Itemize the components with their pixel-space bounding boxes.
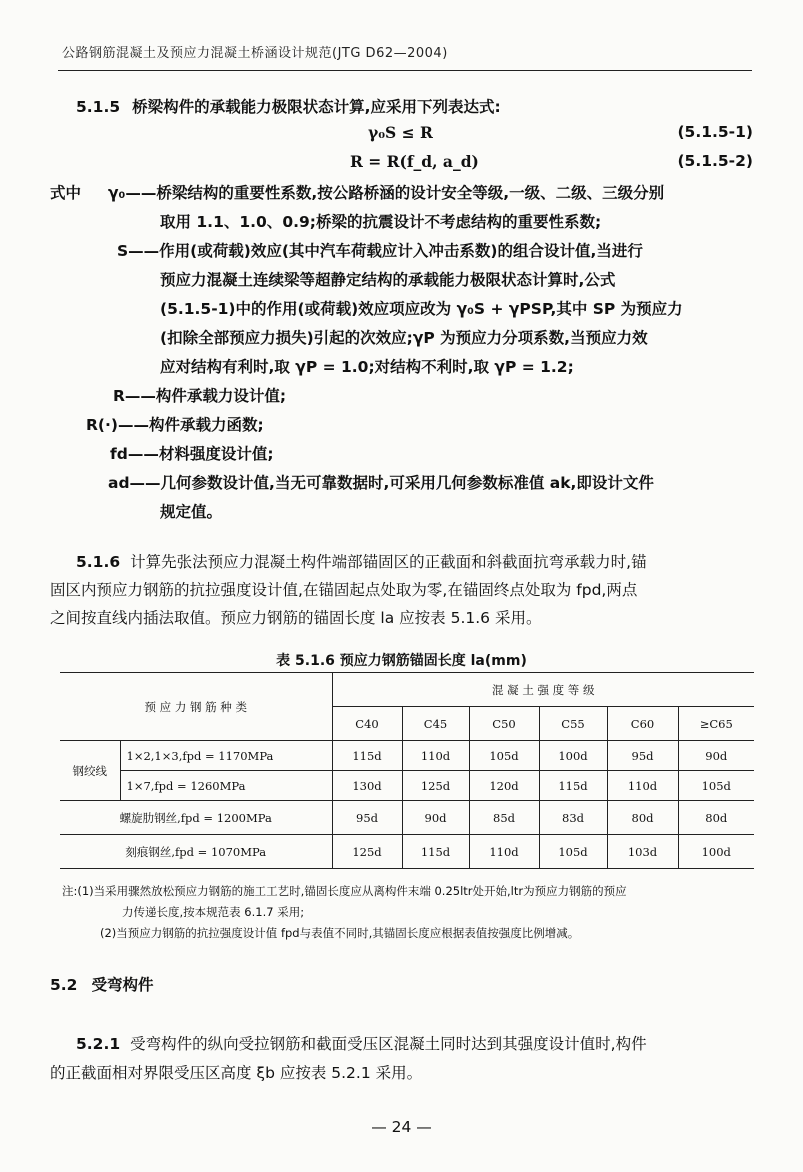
value-cell: 95d bbox=[607, 741, 678, 771]
clause-number: 5.2.1 bbox=[76, 1035, 121, 1053]
clause-5-1-6-line: 之间按直线内插法取值。预应力钢筋的锚固长度 la 应按表 5.1.6 采用。 bbox=[50, 609, 542, 627]
value-cell: 85d bbox=[469, 801, 539, 835]
clause-title: 桥梁构件的承载能力极限状态计算,应采用下列表达式: bbox=[132, 98, 501, 116]
running-header: 公路钢筋混凝土及预应力混凝土桥涵设计规范(JTG D62—2004) bbox=[62, 46, 448, 61]
table-row bbox=[60, 741, 754, 771]
section-5-2-heading bbox=[50, 973, 153, 995]
equation-1: γ₀S ≤ R bbox=[368, 123, 433, 142]
grade-cell: C60 bbox=[607, 707, 678, 741]
table-note: 力传递长度,按本规范表 6.1.7 采用; bbox=[122, 905, 305, 919]
table-row bbox=[60, 801, 754, 835]
strand-label: 钢绞线 bbox=[60, 741, 120, 801]
definition-line: 规定值。 bbox=[160, 503, 223, 521]
clause-number: 5.1.6 bbox=[76, 553, 121, 571]
value-cell: 115d bbox=[332, 741, 402, 771]
table-title: 表 5.1.6 预应力钢筋锚固长度 la(mm) bbox=[276, 653, 527, 669]
clause-5-1-5-heading bbox=[76, 95, 501, 117]
definition-line: 应对结构有利时,取 γP = 1.0;对结构不利时,取 γP = 1.2; bbox=[160, 358, 574, 376]
value-cell: 80d bbox=[678, 801, 754, 835]
definition-line: S——作用(或荷载)效应(其中汽车荷载应计入冲击系数)的组合设计值,当进行 bbox=[117, 242, 643, 260]
row-label: 1×7,fpd = 1260MPa bbox=[120, 771, 332, 801]
definition-line: (扣除全部预应力损失)引起的次效应;γP 为预应力分项系数,当预应力效 bbox=[160, 329, 648, 347]
table-row bbox=[60, 835, 754, 869]
anchorage-length-table bbox=[60, 672, 754, 869]
definition-line: R(·)——构件承载力函数; bbox=[86, 416, 264, 434]
grade-header: 混 凝 土 强 度 等 级 bbox=[332, 673, 754, 707]
section-number: 5.2 bbox=[50, 976, 78, 994]
row-label: 螺旋肋钢丝,fpd = 1200MPa bbox=[60, 801, 332, 835]
table-note: (2)当预应力钢筋的抗拉强度设计值 fpd与表值不同时,其锚固长度应根据表值按强度比例增减。 bbox=[100, 926, 580, 940]
clause-5-2-1-line: 的正截面相对界限受压区高度 ξb 应按表 5.2.1 采用。 bbox=[50, 1064, 423, 1082]
value-cell: 103d bbox=[607, 835, 678, 869]
value-cell: 100d bbox=[539, 741, 607, 771]
grade-cell: C55 bbox=[539, 707, 607, 741]
definition-line: (5.1.5-1)中的作用(或荷载)效应项应改为 γ₀S + γPSP,其中 SP 为预应力 bbox=[160, 300, 683, 318]
value-cell: 110d bbox=[607, 771, 678, 801]
definition-line: fd——材料强度设计值; bbox=[110, 445, 274, 463]
value-cell: 115d bbox=[402, 835, 469, 869]
value-cell: 125d bbox=[332, 835, 402, 869]
value-cell: 125d bbox=[402, 771, 469, 801]
page-number: — 24 — bbox=[371, 1118, 432, 1136]
section-title: 受弯构件 bbox=[91, 976, 154, 994]
value-cell: 130d bbox=[332, 771, 402, 801]
grade-cell: ≥C65 bbox=[678, 707, 754, 741]
value-cell: 115d bbox=[539, 771, 607, 801]
clause-5-2-1-line: 5.2.1 受弯构件的纵向受拉钢筋和截面受压区混凝土同时达到其强度设计值时,构件 bbox=[76, 1035, 647, 1053]
value-cell: 90d bbox=[402, 801, 469, 835]
clause-5-1-6-line: 固区内预应力钢筋的抗拉强度设计值,在锚固起点处取为零,在锚固终点处取为 fpd,两点 bbox=[50, 581, 638, 599]
equation-2-number: (5.1.5-2) bbox=[677, 152, 753, 170]
definition-line: 预应力混凝土连续梁等超静定结构的承载能力极限状态计算时,公式 bbox=[160, 271, 616, 289]
value-cell: 110d bbox=[402, 741, 469, 771]
table-row bbox=[60, 771, 754, 801]
table-note: 注:(1)当采用骤然放松预应力钢筋的施工工艺时,锚固长度应从离构件末端 0.25ltr处开始,ltr为预应力钢筋的预应 bbox=[62, 884, 627, 898]
where-label: 式中 bbox=[50, 184, 82, 202]
value-cell: 110d bbox=[469, 835, 539, 869]
definition-line: R——构件承载力设计值; bbox=[113, 387, 287, 405]
clause-number: 5.1.5 bbox=[76, 98, 121, 116]
value-cell: 105d bbox=[469, 741, 539, 771]
definition-line: ad——几何参数设计值,当无可靠数据时,可采用几何参数标准值 ak,即设计文件 bbox=[108, 474, 654, 492]
clause-5-1-6-line: 5.1.6 计算先张法预应力混凝土构件端部锚固区的正截面和斜截面抗弯承载力时,锚 bbox=[76, 553, 647, 571]
value-cell: 120d bbox=[469, 771, 539, 801]
row-label: 刻痕钢丝,fpd = 1070MPa bbox=[60, 835, 332, 869]
equation-2: R = R(f_d, a_d) bbox=[350, 152, 479, 171]
grade-cell: C50 bbox=[469, 707, 539, 741]
value-cell: 95d bbox=[332, 801, 402, 835]
value-cell: 105d bbox=[539, 835, 607, 869]
value-cell: 80d bbox=[607, 801, 678, 835]
value-cell: 100d bbox=[678, 835, 754, 869]
definition-line: γ₀——桥梁结构的重要性系数,按公路桥涵的设计安全等级,一级、二级、三级分别 bbox=[108, 184, 665, 202]
type-header: 预 应 力 钢 筋 种 类 bbox=[60, 673, 332, 741]
value-cell: 90d bbox=[678, 741, 754, 771]
grade-cell: C40 bbox=[332, 707, 402, 741]
value-cell: 105d bbox=[678, 771, 754, 801]
grade-cell: C45 bbox=[402, 707, 469, 741]
header-rule bbox=[58, 70, 752, 71]
definition-line: 取用 1.1、1.0、0.9;桥梁的抗震设计不考虑结构的重要性系数; bbox=[160, 213, 602, 231]
value-cell: 83d bbox=[539, 801, 607, 835]
row-label: 1×2,1×3,fpd = 1170MPa bbox=[120, 741, 332, 771]
equation-1-number: (5.1.5-1) bbox=[677, 123, 753, 141]
